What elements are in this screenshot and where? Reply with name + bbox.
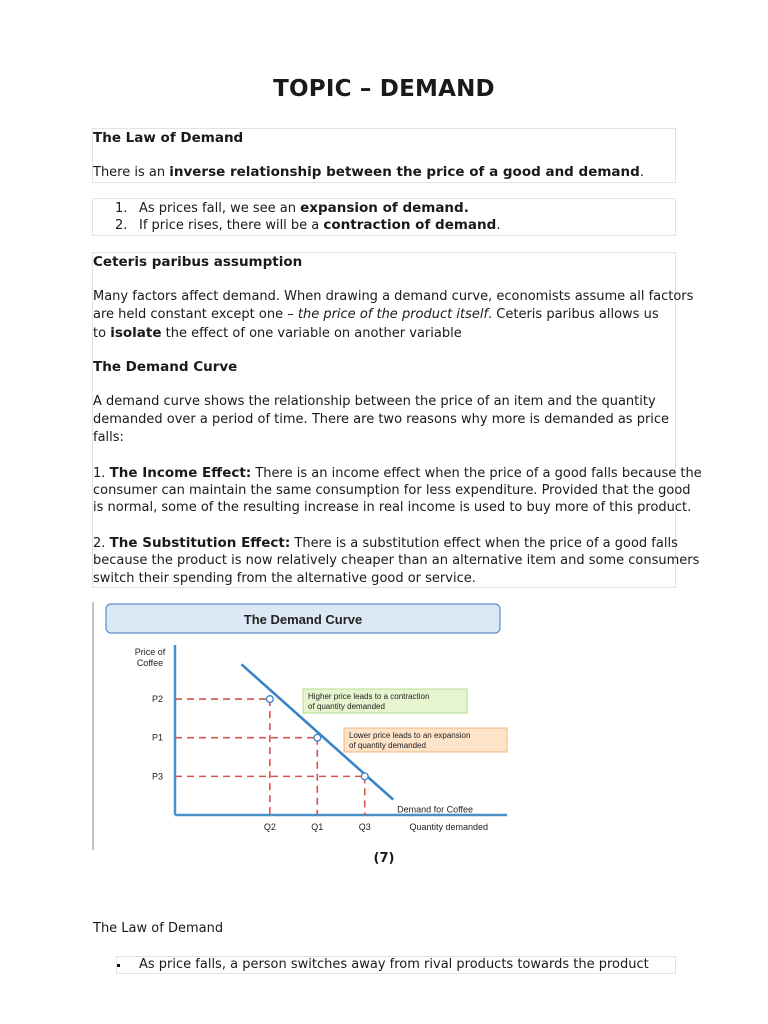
ceteris-line-3-pre: to	[93, 326, 111, 341]
demand-curve-heading: The Demand Curve	[93, 359, 238, 375]
sentence-post: .	[639, 165, 644, 180]
annotation-text-line-1: Lower price leads to an expansion	[349, 731, 471, 740]
list-post: .	[496, 218, 501, 233]
sentence-pre: There is an	[93, 165, 170, 180]
substitution-effect-line-3: switch their spending from the alternative good or service.	[93, 571, 476, 586]
ceteris-line-2	[93, 306, 659, 324]
list-number: 1.	[115, 201, 128, 216]
page-title: TOPIC – DEMAND	[273, 76, 495, 102]
plot-area	[152, 645, 507, 832]
list-text: As prices fall, we see an	[139, 201, 301, 216]
law-of-demand-heading: The Law of Demand	[93, 130, 244, 146]
inverse-relationship-sentence	[93, 163, 644, 182]
explanation-box	[92, 252, 702, 588]
x-tick-label: Q3	[358, 822, 371, 832]
demand-curve-chart	[92, 602, 512, 850]
ceteris-line-1: Many factors affect demand. When drawing a demand curve, economists assume all factors	[93, 289, 694, 304]
list-bold: expansion of demand.	[300, 200, 469, 216]
demand-point-q3	[361, 773, 368, 780]
law-of-demand-heading-2: The Law of Demand	[93, 921, 224, 936]
list-bold: contraction of demand	[323, 217, 497, 233]
chart-svg	[92, 602, 512, 850]
demand-change-list-box	[92, 198, 676, 236]
ceteris-italic: the price of the product itself	[297, 307, 489, 322]
x-tick-label: Q1	[311, 822, 324, 832]
substitution-effect-title: The Substitution Effect:	[109, 535, 291, 551]
substitution-effect-line-2: because the product is now relatively cheaper than an alternative item and some consumers	[93, 553, 700, 568]
ceteris-heading: Ceteris paribus assumption	[93, 254, 303, 270]
ceteris-bold: isolate	[110, 325, 162, 341]
demand-point-q2	[266, 696, 273, 703]
list-item	[115, 200, 500, 217]
bullet-text: As price falls, a person switches away from rival products towards the product	[139, 957, 649, 972]
income-effect-line-1	[93, 464, 702, 483]
law-of-demand-box	[92, 128, 676, 183]
y-tick-label: P2	[151, 694, 163, 705]
ceteris-line-2-pre: are held constant except one –	[93, 307, 298, 322]
sentence-bold: inverse relationship between the price of a good and demand	[169, 164, 640, 180]
y-axis-label-line-2: Coffee	[136, 658, 164, 668]
income-effect-line-2: consumer can maintain the same consumption for less expenditure. Provided that the good	[93, 483, 691, 498]
substitution-effect-line-1	[93, 534, 678, 553]
annotation-text-line-2: of quantity demanded	[308, 702, 385, 711]
ceteris-line-3-post: the effect of one variable on another variable	[161, 326, 462, 341]
x-axis-label: Quantity demanded	[409, 822, 488, 832]
y-tick-label: P3	[151, 771, 163, 782]
demand-point-q1	[314, 734, 321, 741]
demand-curve-line-3: falls:	[93, 430, 124, 445]
income-effect-title: The Income Effect:	[109, 465, 252, 481]
bullet-list-item	[116, 956, 676, 974]
annotation-text-line-1: Higher price leads to a contraction	[308, 692, 430, 701]
substitution-effect-text: There is a substitution effect when the price of a good falls	[290, 536, 678, 551]
annotation-text-line-2: of quantity demanded	[349, 741, 426, 750]
bullet-icon	[117, 964, 120, 967]
y-tick-label: P1	[151, 732, 163, 743]
substitution-effect-number: 2.	[93, 536, 106, 551]
list-item	[115, 217, 501, 234]
ceteris-line-3	[93, 324, 462, 343]
income-effect-number: 1.	[93, 466, 106, 481]
list-number: 2.	[115, 218, 128, 233]
demand-curve-line-2: demanded over a period of time. There are two reasons why more is demanded as price	[93, 412, 670, 427]
list-text: If price rises, there will be a	[139, 218, 324, 233]
demand-change-list	[93, 200, 500, 234]
x-tick-label: Q2	[263, 822, 276, 832]
chart-title: The Demand Curve	[243, 612, 363, 627]
demand-curve-label: Demand for Coffee	[397, 804, 474, 815]
income-effect-text: There is an income effect when the price of a good falls because the	[251, 466, 702, 481]
ceteris-line-2-post: . Ceteris paribus allows us	[488, 307, 659, 322]
figure-number: (7)	[373, 851, 395, 866]
demand-curve-line-1: A demand curve shows the relationship between the price of an item and the quantity	[93, 394, 656, 409]
y-axis-label-line-1: Price of	[134, 647, 166, 657]
income-effect-line-3: is normal, some of the resulting increase in real income is used to buy more of this product.	[93, 500, 692, 515]
